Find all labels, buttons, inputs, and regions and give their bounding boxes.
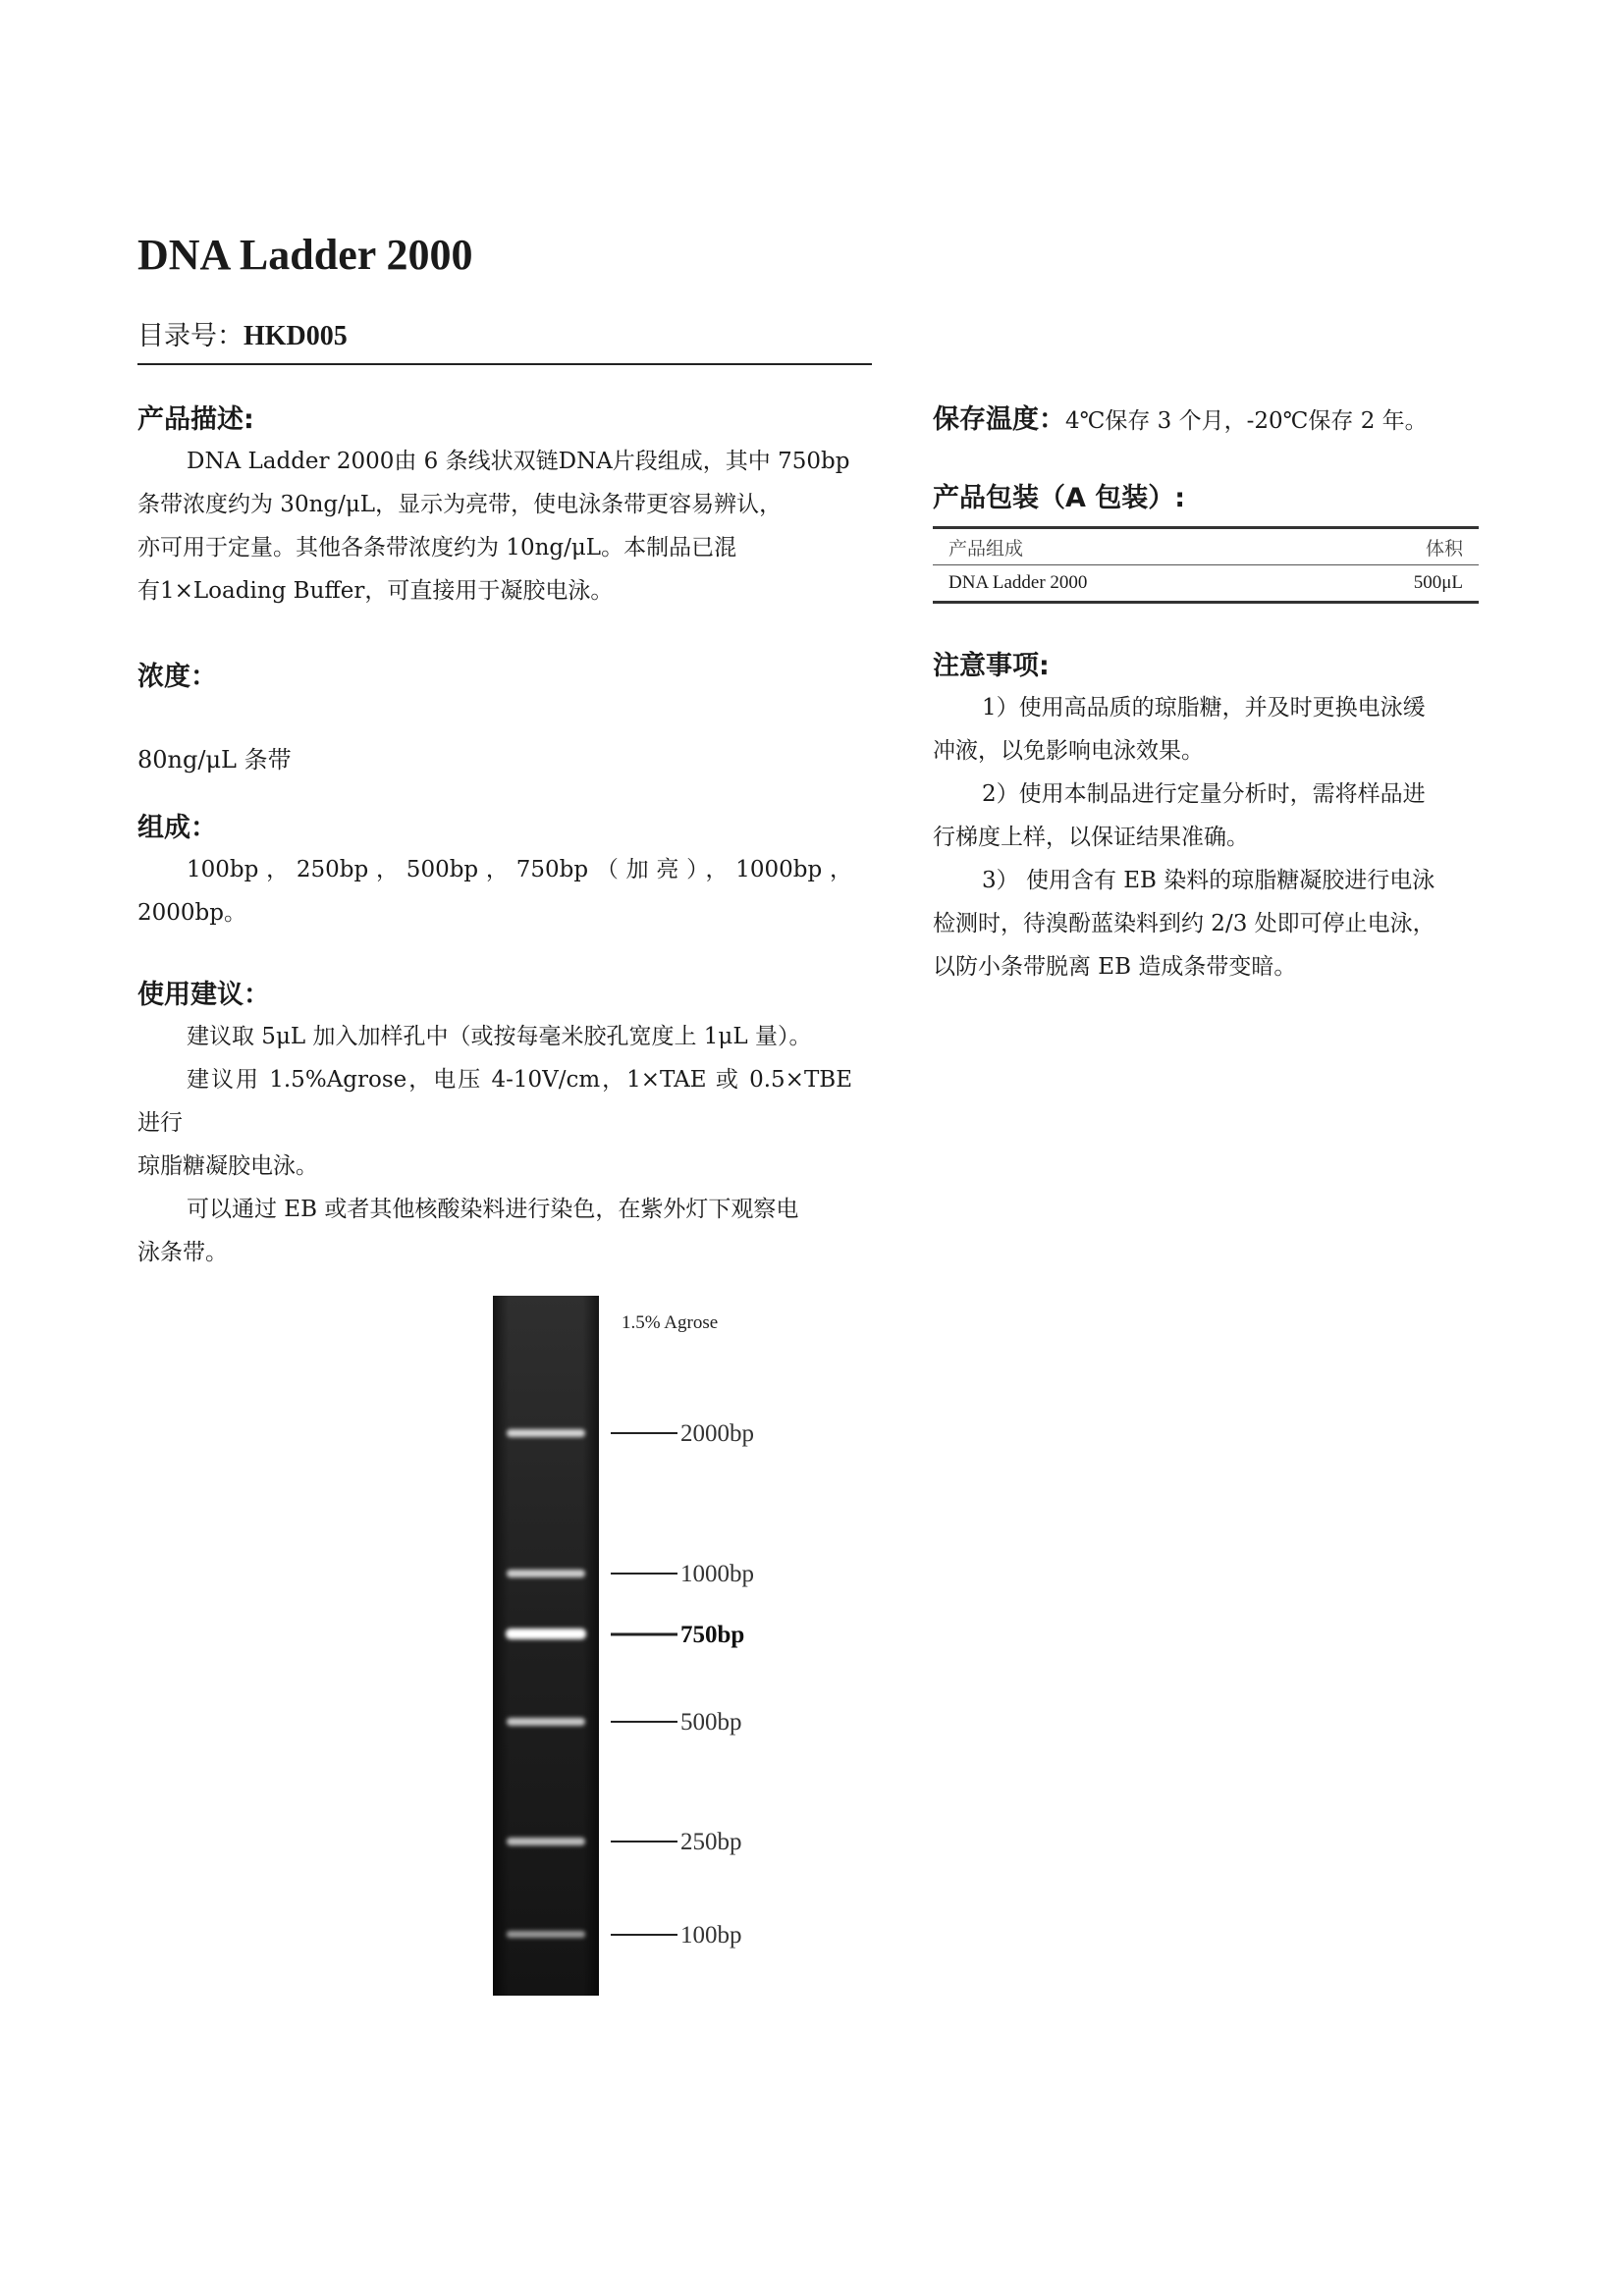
- band-750: [506, 1629, 586, 1639]
- usage-paragraph-3-line-2: 泳条带。: [137, 1240, 228, 1265]
- label-1000bp: 1000bp: [680, 1561, 754, 1587]
- note-3-line-3: 以防小条带脱离 EB 造成条带变暗。: [933, 954, 1297, 980]
- usage-paragraph-2-line-2: 琼脂糖凝胶电泳。: [137, 1153, 318, 1179]
- col-volume-header: 体积: [1303, 528, 1479, 565]
- header-divider: [137, 363, 872, 365]
- volume-cell: 500μL: [1303, 565, 1479, 603]
- packaging-table: [933, 526, 1479, 604]
- usage-paragraph-2-line-1: 建议用 1.5%Agrose，电压 4-10V/cm，1×TAE 或 0.5×TBE 进行: [137, 1067, 852, 1136]
- label-2000bp: 2000bp: [680, 1420, 754, 1447]
- usage-paragraph-3-line-1: 可以通过 EB 或者其他核酸染料进行染色，在紫外灯下观察电: [187, 1197, 799, 1222]
- concentration-heading: 浓度：: [137, 662, 217, 692]
- concentration-value: 80ng/μL 条带: [137, 746, 292, 774]
- band-250: [507, 1838, 585, 1845]
- band-2000: [507, 1429, 585, 1437]
- component-cell: DNA Ladder 2000: [933, 565, 1303, 603]
- label-500bp: 500bp: [680, 1709, 742, 1735]
- usage-paragraph-1: 建议取 5μL 加入加样孔中（或按每毫米胶孔宽度上 1μL 量）。: [187, 1024, 812, 1049]
- gel-lane-shade: [493, 1296, 599, 1996]
- packaging-heading: 产品包装（A 包装）:: [933, 483, 1186, 513]
- storage-label: 保存温度：: [933, 404, 1065, 435]
- col-component-header: 产品组成: [933, 528, 1303, 565]
- note-1-line-1: 1）使用高品质的琼脂糖，并及时更换电泳缓: [982, 695, 1426, 721]
- description-heading: 产品描述:: [137, 404, 254, 435]
- catalog-number: [137, 314, 348, 352]
- packaging-table-header: [933, 528, 1479, 565]
- description-line: 条带浓度约为 30ng/μL，显示为亮带，使电泳条带更容易辨认，: [137, 492, 783, 517]
- note-3-line-1: 3） 使用含有 EB 染料的琼脂糖凝胶进行电泳: [982, 868, 1435, 893]
- band-marker-lines: [611, 1433, 677, 1935]
- description-line: 亦可用于定量。其他各条带浓度约为 10ng/μL。本制品已混: [137, 535, 737, 561]
- notes-heading: 注意事项:: [933, 651, 1050, 681]
- note-2-line-1: 2）使用本制品进行定量分析时，需将样品进: [982, 781, 1426, 807]
- usage-heading: 使用建议：: [137, 980, 270, 1010]
- description-line: 有1×Loading Buffer，可直接用于凝胶电泳。: [137, 578, 614, 604]
- label-750bp: 750bp: [680, 1622, 745, 1648]
- band-500: [507, 1718, 585, 1726]
- gel-electrophoresis-figure: [481, 1286, 776, 2002]
- catalog-value: HKD005: [244, 321, 348, 351]
- band-100: [507, 1931, 585, 1938]
- band-1000: [507, 1570, 585, 1577]
- note-1-line-2: 冲液，以免影响电泳效果。: [933, 738, 1204, 764]
- label-100bp: 100bp: [680, 1922, 742, 1949]
- note-2-line-2: 行梯度上样，以保证结果准确。: [933, 825, 1249, 850]
- description-line: DNA Ladder 2000由 6 条线状双链DNA片段组成，其中 750bp: [187, 449, 850, 474]
- right-column: [933, 399, 1483, 988]
- catalog-label: 目录号：: [137, 321, 244, 351]
- page-title: DNA Ladder 2000: [137, 231, 473, 279]
- note-3-line-2: 检测时，待溴酚蓝染料到约 2/3 处即可停止电泳，: [933, 911, 1435, 936]
- gel-concentration-label: 1.5% Agrose: [622, 1312, 719, 1333]
- storage-row: [933, 399, 1483, 442]
- composition-value: 100bp，250bp，500bp，750bp（加亮），1000bp，2000bp。: [137, 857, 852, 926]
- storage-value: 4℃保存 3 个月，-20℃保存 2 年。: [1065, 408, 1428, 434]
- description-body: [137, 440, 852, 613]
- label-250bp: 250bp: [680, 1829, 742, 1855]
- composition-heading: 组成：: [137, 813, 217, 843]
- packaging-table-row: [933, 565, 1479, 603]
- left-column: [137, 400, 852, 1274]
